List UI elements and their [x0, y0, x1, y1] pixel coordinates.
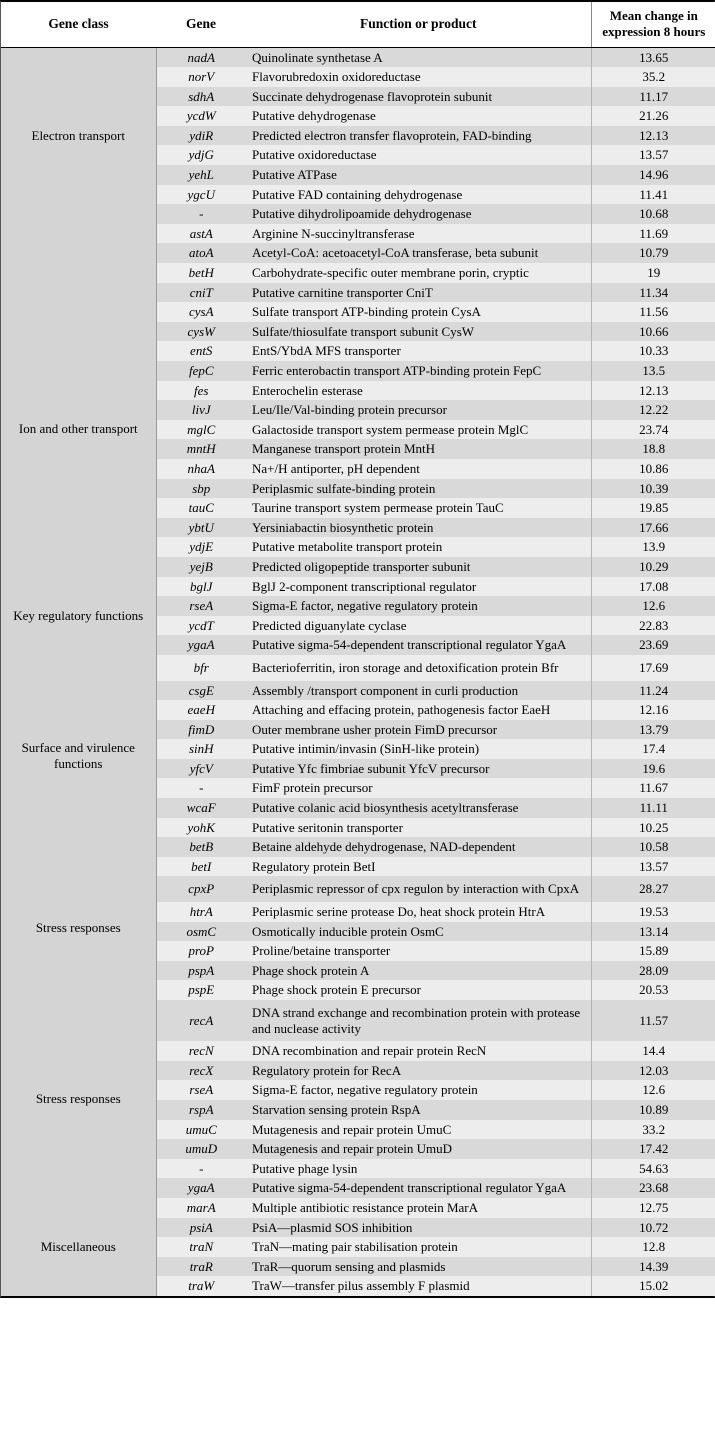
mean-change-cell: 12.13 [591, 126, 715, 146]
gene-name-cell: marA [156, 1198, 246, 1218]
function-cell: Phage shock protein E precursor [246, 980, 591, 1000]
gene-name-cell: cniT [156, 283, 246, 303]
gene-name-cell: bfr [156, 655, 246, 681]
mean-change-cell: 10.89 [591, 1100, 715, 1120]
gene-name-cell: ydjG [156, 145, 246, 165]
mean-change-cell: 11.57 [591, 1000, 715, 1041]
gene-name-cell: nadA [156, 47, 246, 67]
gene-name-cell: sinH [156, 739, 246, 759]
gene-name-cell: cysW [156, 322, 246, 342]
gene-name-cell: nhaA [156, 459, 246, 479]
gene-name-cell: tauC [156, 498, 246, 518]
function-cell: Putative colanic acid biosynthesis acetyltransferase [246, 798, 591, 818]
function-cell: Betaine aldehyde dehydrogenase, NAD-dependent [246, 837, 591, 857]
function-cell: Putative phage lysin [246, 1159, 591, 1179]
function-cell: Na+/H antiporter, pH dependent [246, 459, 591, 479]
gene-name-cell: betI [156, 857, 246, 877]
gene-class-cell [1, 224, 156, 283]
mean-change-cell: 15.02 [591, 1276, 715, 1296]
mean-change-cell: 20.53 [591, 980, 715, 1000]
mean-change-cell: 14.4 [591, 1041, 715, 1061]
gene-name-cell: traR [156, 1257, 246, 1277]
gene-name-cell: - [156, 1159, 246, 1179]
gene-name-cell: traW [156, 1276, 246, 1296]
gene-name-cell: betH [156, 263, 246, 283]
function-cell: Attaching and effacing protein, pathogenesis factor EaeH [246, 700, 591, 720]
function-cell: Leu/Ile/Val-binding protein precursor [246, 400, 591, 420]
mean-change-cell: 18.8 [591, 439, 715, 459]
function-cell: Enterochelin esterase [246, 381, 591, 401]
gene-name-cell: astA [156, 224, 246, 244]
mean-change-cell: 11.67 [591, 778, 715, 798]
mean-change-cell: 11.34 [591, 283, 715, 303]
gene-name-cell: yfcV [156, 759, 246, 779]
function-cell: Putative dihydrolipoamide dehydrogenase [246, 204, 591, 224]
gene-name-cell: recX [156, 1061, 246, 1081]
table-row [1, 283, 715, 303]
mean-change-cell: 12.6 [591, 596, 715, 616]
function-cell: Phage shock protein A [246, 961, 591, 981]
gene-class-cell: Miscellaneous [1, 1198, 156, 1296]
function-cell: PsiA—plasmid SOS inhibition [246, 1218, 591, 1238]
function-cell: Periplasmic sulfate-binding protein [246, 479, 591, 499]
table-body [1, 47, 715, 1296]
function-cell: Proline/betaine transporter [246, 941, 591, 961]
gene-class-cell: Surface and virulence functions [1, 655, 156, 857]
function-cell: Carbohydrate-specific outer membrane porin, cryptic [246, 263, 591, 283]
gene-name-cell: ycdW [156, 106, 246, 126]
function-cell: Periplasmic serine protease Do, heat shock protein HtrA [246, 902, 591, 922]
function-cell: Mutagenesis and repair protein UmuC [246, 1120, 591, 1140]
mean-change-cell: 11.69 [591, 224, 715, 244]
gene-class-cell: Stress responses [1, 1000, 156, 1198]
mean-change-cell: 23.68 [591, 1178, 715, 1198]
mean-change-cell: 14.39 [591, 1257, 715, 1277]
function-cell: TraR—quorum sensing and plasmids [246, 1257, 591, 1277]
function-cell: Putative sigma-54-dependent transcriptional regulator YgaA [246, 1178, 591, 1198]
function-cell: BglJ 2-component transcriptional regulator [246, 577, 591, 597]
mean-change-cell: 23.74 [591, 420, 715, 440]
function-cell: Sigma-E factor, negative regulatory protein [246, 1080, 591, 1100]
gene-name-cell: bglJ [156, 577, 246, 597]
gene-name-cell: csgE [156, 681, 246, 701]
table-row [1, 47, 715, 67]
gene-class-cell: Key regulatory functions [1, 577, 156, 655]
function-cell: TraW—transfer pilus assembly F plasmid [246, 1276, 591, 1296]
gene-name-cell: htrA [156, 902, 246, 922]
mean-change-cell: 17.69 [591, 655, 715, 681]
function-cell: Assembly /transport component in curli production [246, 681, 591, 701]
gene-name-cell: ydjE [156, 537, 246, 557]
mean-change-cell: 19 [591, 263, 715, 283]
function-cell: Galactoside transport system permease protein MglC [246, 420, 591, 440]
mean-change-cell: 10.39 [591, 479, 715, 499]
gene-name-cell: fepC [156, 361, 246, 381]
function-cell: Predicted electron transfer flavoprotein, FAD-binding [246, 126, 591, 146]
mean-change-cell: 17.42 [591, 1139, 715, 1159]
mean-change-cell: 10.72 [591, 1218, 715, 1238]
mean-change-cell: 12.13 [591, 381, 715, 401]
gene-name-cell: mglC [156, 420, 246, 440]
mean-change-cell: 54.63 [591, 1159, 715, 1179]
gene-name-cell: fimD [156, 720, 246, 740]
gene-name-cell: recN [156, 1041, 246, 1061]
mean-change-cell: 19.85 [591, 498, 715, 518]
gene-name-cell: rseA [156, 1080, 246, 1100]
gene-name-cell: rspA [156, 1100, 246, 1120]
gene-name-cell: - [156, 204, 246, 224]
table-row [1, 857, 715, 877]
function-cell: Succinate dehydrogenase flavoprotein subunit [246, 87, 591, 107]
gene-name-cell: wcaF [156, 798, 246, 818]
gene-name-cell: osmC [156, 922, 246, 942]
mean-change-cell: 12.16 [591, 700, 715, 720]
mean-change-cell: 10.33 [591, 341, 715, 361]
table-row [1, 1000, 715, 1041]
function-cell: Acetyl-CoA: acetoacetyl-CoA transferase, beta subunit [246, 243, 591, 263]
function-cell: Predicted oligopeptide transporter subunit [246, 557, 591, 577]
mean-change-cell: 21.26 [591, 106, 715, 126]
mean-change-cell: 19.53 [591, 902, 715, 922]
gene-name-cell: atoA [156, 243, 246, 263]
function-cell: Putative intimin/invasin (SinH-like protein) [246, 739, 591, 759]
function-cell: Predicted diguanylate cyclase [246, 616, 591, 636]
gene-name-cell: psiA [156, 1218, 246, 1238]
gene-name-cell: ygaA [156, 635, 246, 655]
function-cell: Sulfate transport ATP-binding protein CysA [246, 302, 591, 322]
function-cell: FimF protein precursor [246, 778, 591, 798]
function-cell: Flavorubredoxin oxidoreductase [246, 67, 591, 87]
mean-change-cell: 22.83 [591, 616, 715, 636]
gene-name-cell: eaeH [156, 700, 246, 720]
table-row [1, 577, 715, 597]
mean-change-cell: 17.08 [591, 577, 715, 597]
mean-change-cell: 10.58 [591, 837, 715, 857]
mean-change-cell: 13.57 [591, 857, 715, 877]
gene-name-cell: mntH [156, 439, 246, 459]
mean-change-cell: 13.79 [591, 720, 715, 740]
column-header-function: Function or product [246, 2, 591, 47]
gene-name-cell: pspE [156, 980, 246, 1000]
function-cell: Putative carnitine transporter CniT [246, 283, 591, 303]
gene-name-cell: umuD [156, 1139, 246, 1159]
function-cell: Taurine transport system permease protein TauC [246, 498, 591, 518]
mean-change-cell: 12.22 [591, 400, 715, 420]
function-cell: Sulfate/thiosulfate transport subunit CysW [246, 322, 591, 342]
gene-name-cell: betB [156, 837, 246, 857]
mean-change-cell: 12.75 [591, 1198, 715, 1218]
function-cell: Quinolinate synthetase A [246, 47, 591, 67]
gene-name-cell: ydiR [156, 126, 246, 146]
mean-change-cell: 15.89 [591, 941, 715, 961]
mean-change-cell: 17.66 [591, 518, 715, 538]
gene-name-cell: proP [156, 941, 246, 961]
function-cell: Ferric enterobactin transport ATP-binding protein FepC [246, 361, 591, 381]
mean-change-cell: 11.24 [591, 681, 715, 701]
gene-name-cell: pspA [156, 961, 246, 981]
function-cell: Regulatory protein for RecA [246, 1061, 591, 1081]
table-row [1, 1198, 715, 1218]
mean-change-cell: 11.11 [591, 798, 715, 818]
gene-class-cell: Stress responses [1, 857, 156, 1000]
gene-name-cell: norV [156, 67, 246, 87]
function-cell: Multiple antibiotic resistance protein MarA [246, 1198, 591, 1218]
function-cell: Periplasmic repressor of cpx regulon by interaction with CpxA [246, 876, 591, 902]
column-header-mean-change: Mean change in expression 8 hours [591, 2, 715, 47]
gene-expression-table [1, 2, 715, 1296]
mean-change-cell: 10.79 [591, 243, 715, 263]
gene-name-cell: ycdT [156, 616, 246, 636]
function-cell: Putative metabolite transport protein [246, 537, 591, 557]
mean-change-cell: 35.2 [591, 67, 715, 87]
mean-change-cell: 13.5 [591, 361, 715, 381]
gene-name-cell: - [156, 778, 246, 798]
mean-change-cell: 23.69 [591, 635, 715, 655]
mean-change-cell: 13.9 [591, 537, 715, 557]
mean-change-cell: 11.41 [591, 185, 715, 205]
mean-change-cell: 10.29 [591, 557, 715, 577]
gene-name-cell: traN [156, 1237, 246, 1257]
mean-change-cell: 10.86 [591, 459, 715, 479]
gene-name-cell: entS [156, 341, 246, 361]
mean-change-cell: 17.4 [591, 739, 715, 759]
column-header-gene-class: Gene class [1, 2, 156, 47]
function-cell: Arginine N-succinyltransferase [246, 224, 591, 244]
gene-name-cell: ygaA [156, 1178, 246, 1198]
function-cell: Putative oxidoreductase [246, 145, 591, 165]
gene-name-cell: ybtU [156, 518, 246, 538]
function-cell: Mutagenesis and repair protein UmuD [246, 1139, 591, 1159]
mean-change-cell: 13.65 [591, 47, 715, 67]
mean-change-cell: 13.14 [591, 922, 715, 942]
function-cell: Starvation sensing protein RspA [246, 1100, 591, 1120]
mean-change-cell: 28.09 [591, 961, 715, 981]
gene-name-cell: sbp [156, 479, 246, 499]
gene-name-cell: recA [156, 1000, 246, 1041]
table-header [1, 2, 715, 47]
mean-change-cell: 12.8 [591, 1237, 715, 1257]
function-cell: Putative Yfc fimbriae subunit YfcV precursor [246, 759, 591, 779]
mean-change-cell: 33.2 [591, 1120, 715, 1140]
function-cell: Putative dehydrogenase [246, 106, 591, 126]
gene-class-cell: Ion and other transport [1, 283, 156, 577]
mean-change-cell: 19.6 [591, 759, 715, 779]
function-cell: Putative sigma-54-dependent transcriptional regulator YgaA [246, 635, 591, 655]
function-cell: Regulatory protein BetI [246, 857, 591, 877]
function-cell: TraN—mating pair stabilisation protein [246, 1237, 591, 1257]
table-header-row [1, 2, 715, 47]
function-cell: Sigma-E factor, negative regulatory protein [246, 596, 591, 616]
gene-name-cell: yehL [156, 165, 246, 185]
mean-change-cell: 28.27 [591, 876, 715, 902]
gene-name-cell: cysA [156, 302, 246, 322]
mean-change-cell: 13.57 [591, 145, 715, 165]
function-cell: Bacterioferritin, iron storage and detoxification protein Bfr [246, 655, 591, 681]
table-row [1, 655, 715, 681]
function-cell: Yersiniabactin biosynthetic protein [246, 518, 591, 538]
mean-change-cell: 10.68 [591, 204, 715, 224]
gene-name-cell: rseA [156, 596, 246, 616]
gene-name-cell: yohK [156, 818, 246, 838]
mean-change-cell: 10.25 [591, 818, 715, 838]
column-header-gene: Gene [156, 2, 246, 47]
function-cell: Putative ATPase [246, 165, 591, 185]
mean-change-cell: 10.66 [591, 322, 715, 342]
function-cell: Outer membrane usher protein FimD precursor [246, 720, 591, 740]
gene-name-cell: ygcU [156, 185, 246, 205]
gene-name-cell: fes [156, 381, 246, 401]
function-cell: Putative seritonin transporter [246, 818, 591, 838]
mean-change-cell: 12.6 [591, 1080, 715, 1100]
gene-name-cell: yejB [156, 557, 246, 577]
gene-name-cell: cpxP [156, 876, 246, 902]
gene-name-cell: livJ [156, 400, 246, 420]
function-cell: Osmotically inducible protein OsmC [246, 922, 591, 942]
function-cell: DNA recombination and repair protein RecN [246, 1041, 591, 1061]
mean-change-cell: 12.03 [591, 1061, 715, 1081]
gene-name-cell: umuC [156, 1120, 246, 1140]
function-cell: Putative FAD containing dehydrogenase [246, 185, 591, 205]
gene-class-cell: Electron transport [1, 47, 156, 224]
function-cell: Manganese transport protein MntH [246, 439, 591, 459]
function-cell: EntS/YbdA MFS transporter [246, 341, 591, 361]
mean-change-cell: 14.96 [591, 165, 715, 185]
gene-name-cell: sdhA [156, 87, 246, 107]
function-cell: DNA strand exchange and recombination protein with protease and nuclease activity [246, 1000, 591, 1041]
table-row [1, 224, 715, 244]
mean-change-cell: 11.17 [591, 87, 715, 107]
mean-change-cell: 11.56 [591, 302, 715, 322]
